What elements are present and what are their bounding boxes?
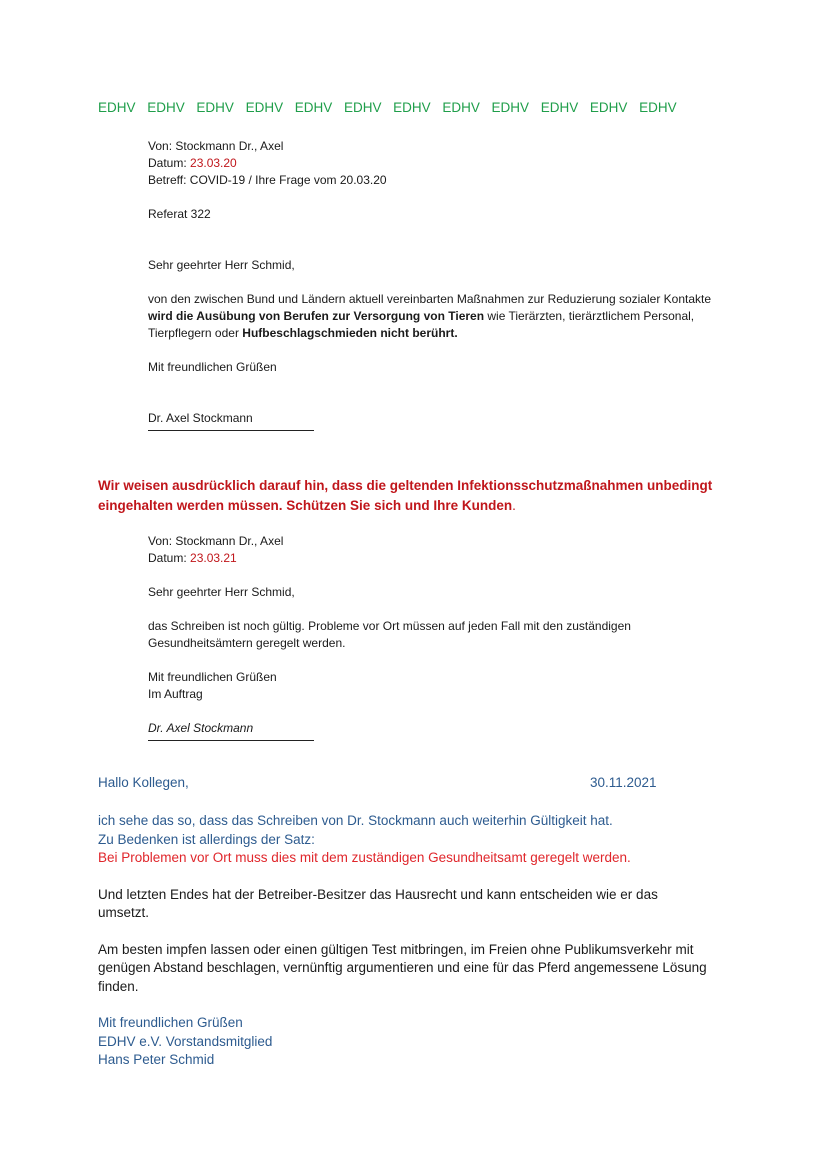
reply-line-3: Bei Problemen vor Ort muss dies mit dem zuständigen Gesundheitsamt geregelt werden. [98, 850, 631, 865]
banner-item: EDHV [147, 100, 185, 115]
email-1-from: Von: Stockmann Dr., Axel [148, 139, 284, 153]
email-1-body: von den zwischen Bund und Ländern aktuell vereinbarten Maßnahmen zur Reduzierung sozialer Kontakte wird die Ausübung von Berufen zur Versorgung von Tieren wie Tierärzten, tierärztlichem Personal, Tierpflegern oder Hufbeschlagschmieden nicht berührt. [148, 292, 712, 340]
signature-line [148, 740, 314, 741]
email-2-closing: Mit freundlichen Grüßen [148, 670, 277, 684]
banner-item: EDHV [491, 100, 530, 115]
email-1-referat: Referat 322 [148, 207, 211, 221]
banner-item: EDHV [639, 100, 677, 115]
email-1-signature: Dr. Axel Stockmann [148, 411, 253, 425]
email-2-from: Von: Stockmann Dr., Axel [148, 534, 284, 548]
reply-org: EDHV e.V. Vorstandsmitglied [98, 1033, 273, 1049]
email-1 [148, 138, 738, 431]
banner-item: EDHV [196, 100, 234, 115]
email-1-greeting: Sehr geehrter Herr Schmid, [148, 258, 295, 272]
reply-paragraph-1: Und letzten Endes hat der Betreiber-Besitzer das Hausrecht und kann entscheiden wie er das umsetzt. [98, 886, 658, 920]
email-1-date: Datum: 23.03.20 [148, 156, 237, 170]
email-2-greeting: Sehr geehrter Herr Schmid, [148, 585, 295, 599]
reply-line-1: ich sehe das so, dass das Schreiben von Dr. Stockmann auch weiterhin Gültigkeit hat. [98, 813, 613, 828]
reply-body [98, 812, 738, 1070]
reply-salutation: Hallo Kollegen, [98, 775, 189, 790]
banner-item: EDHV [98, 100, 136, 115]
signature-line [148, 430, 314, 431]
banner-item: EDHV [540, 100, 579, 115]
reply-line-2: Zu Bedenken ist allerdings der Satz: [98, 831, 315, 847]
email-2-date: Datum: 23.03.21 [148, 551, 237, 565]
reply-closing: Mit freundlichen Grüßen [98, 1015, 243, 1030]
warning-text: Wir weisen ausdrücklich darauf hin, dass die geltenden Infektionsschutzmaßnahmen unbedingt eingehalten werden müssen. Schützen Sie sich und Ihre Kunden. [98, 478, 713, 513]
email-2-closing-2: Im Auftrag [148, 687, 203, 701]
edhv-banner [98, 100, 688, 115]
email-1-subject: Betreff: COVID-19 / Ihre Frage vom 20.03.20 [148, 173, 387, 187]
email-2-body: das Schreiben ist noch gültig. Probleme vor Ort müssen auf jeden Fall mit den zuständigen Gesundheitsämtern geregelt werden. [148, 619, 631, 650]
banner-item: EDHV [393, 100, 431, 115]
banner-item: EDHV [294, 100, 333, 115]
banner-item: EDHV [589, 100, 628, 115]
email-1-closing: Mit freundlichen Grüßen [148, 360, 277, 374]
banner-item: EDHV [442, 100, 480, 115]
reply-paragraph-2: Am besten impfen lassen oder einen gültigen Test mitbringen, im Freien ohne Publikumsverkehr mit genügen Abstand beschlagen, vernünftig argumentieren und eine für das Pferd angemessene Lösung finden. [98, 941, 707, 994]
reply-name: Hans Peter Schmid [98, 1052, 215, 1067]
banner-item: EDHV [343, 100, 382, 115]
banner-item: EDHV [245, 100, 284, 115]
reply-date: 30.11.2021 [590, 775, 657, 790]
email-2-signature: Dr. Axel Stockmann [148, 721, 254, 735]
email-2 [148, 533, 738, 741]
